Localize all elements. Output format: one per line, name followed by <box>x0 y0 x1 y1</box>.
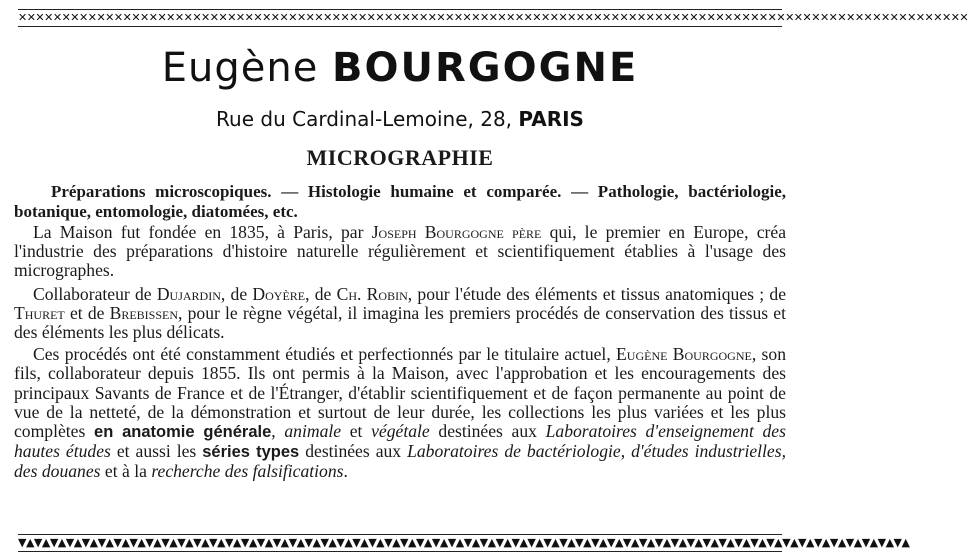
section-heading: MICROGRAPHIE <box>306 145 494 170</box>
p3-f: et <box>349 421 363 442</box>
p3-h: destinées aux <box>438 421 537 442</box>
name-last: BOURGOGNE <box>332 45 639 91</box>
p1-founder: Joseph Bourgogne père <box>371 222 542 242</box>
p3-g: végétale <box>371 421 430 442</box>
lead-paragraph: Préparations microscopiques. — Histologie humaine et comparée. — Pathologie, bactériologie, botanique, entomologie, diatomées, etc. <box>14 182 786 221</box>
p3-k: séries types <box>202 443 300 462</box>
p3-p: . <box>343 461 348 482</box>
p3-a: Ces procédés ont été constamment étudiés et perfectionnés par le titulaire actuel, <box>33 344 611 365</box>
p3-l: destinées aux <box>305 441 402 462</box>
process-paragraph <box>14 345 786 481</box>
company-address <box>0 105 800 133</box>
body-text <box>14 182 786 482</box>
p3-son: Eugène Bourgogne <box>616 344 752 365</box>
p1-b: qui, le premier en Europe, créa l'industrie des préparations d'histoire naturelle régulièrement et scientifiquement établies à l'usage des micrographes. <box>14 222 787 281</box>
p2-b: , de <box>220 283 248 304</box>
p2-d: , pour l'étude des éléments et tissus anatomiques ; de <box>407 283 786 304</box>
p3-d: , <box>271 421 276 442</box>
p2-dujardin: Dujardin <box>156 283 221 304</box>
p2-robin: Ch. Robin <box>336 283 408 304</box>
p3-c: en anatomie générale <box>94 423 272 442</box>
p2-a: Collaborateur de <box>33 283 152 304</box>
p2-e: et de <box>69 302 105 323</box>
address-street: Rue du Cardinal-Lemoine, 28, <box>216 107 513 131</box>
p3-o: recherche des falsifications <box>151 461 344 482</box>
history-paragraph <box>14 223 786 281</box>
p1-a: La Maison fut fondée en 1835, à Paris, par <box>33 222 364 242</box>
p3-j: et aussi les <box>116 441 197 462</box>
collaborator-paragraph <box>14 285 786 343</box>
decorative-border-bottom: ▼▲▼▲▼▲▼▲▼▲▼▲▼▲▼▲▼▲▼▲▼▲▼▲▼▲▼▲▼▲▼▲▼▲▼▲▼▲▼▲▼▲▼▲▼▲▼▲▼▲▼▲▼▲▼▲▼▲▼▲▼▲▼▲▼▲▼▲▼▲▼▲▼▲▼▲▼▲▼▲▼▲▼▲▼▲▼▲▼▲▼▲▼▲▼▲▼▲▼▲▼▲▼▲▼▲▼▲▼▲▼▲ <box>18 534 782 552</box>
p2-brebissen: Brebissen <box>109 302 179 323</box>
p2-c: , de <box>305 283 332 304</box>
name-first: Eugène <box>161 45 319 91</box>
p3-e: animale <box>284 421 342 442</box>
address-city: PARIS <box>518 107 584 131</box>
p3-i: Laboratoires d'enseignement des hautes études <box>14 421 786 462</box>
decorative-border-top: ✕✕✕✕✕✕✕✕✕✕✕✕✕✕✕✕✕✕✕✕✕✕✕✕✕✕✕✕✕✕✕✕✕✕✕✕✕✕✕✕✕✕✕✕✕✕✕✕✕✕✕✕✕✕✕✕✕✕✕✕✕✕✕✕✕✕✕✕✕✕✕✕✕✕✕✕✕✕✕✕✕✕✕✕✕✕✕✕✕✕✕✕✕✕✕✕✕✕✕✕✕✕✕✕✕✕✕✕✕ <box>18 9 782 27</box>
p3-n: et à la <box>104 461 147 482</box>
p2-doyere: Doyère <box>252 283 306 304</box>
p3-b: , son fils, collaborateur depuis 1855. Ils ont permis à la Maison, avec l'approbation et les encouragements des principaux Savants de France et de l'Étranger, d'établir scientifiquement et de façon permanente au point de vue de la netteté, de la démonstration et surtout de leur durée, les collections les plus variées et les plus complètes <box>14 344 786 442</box>
company-name <box>0 44 800 92</box>
p3-m: Laboratoires de bactériologie, d'études industrielles, des douanes <box>14 441 786 482</box>
p2-thuret: Thuret <box>14 302 65 323</box>
p2-f: , pour le règne végétal, il imagina les premiers procédés de conservation des tissus et des éléments les plus délicats. <box>14 302 786 343</box>
